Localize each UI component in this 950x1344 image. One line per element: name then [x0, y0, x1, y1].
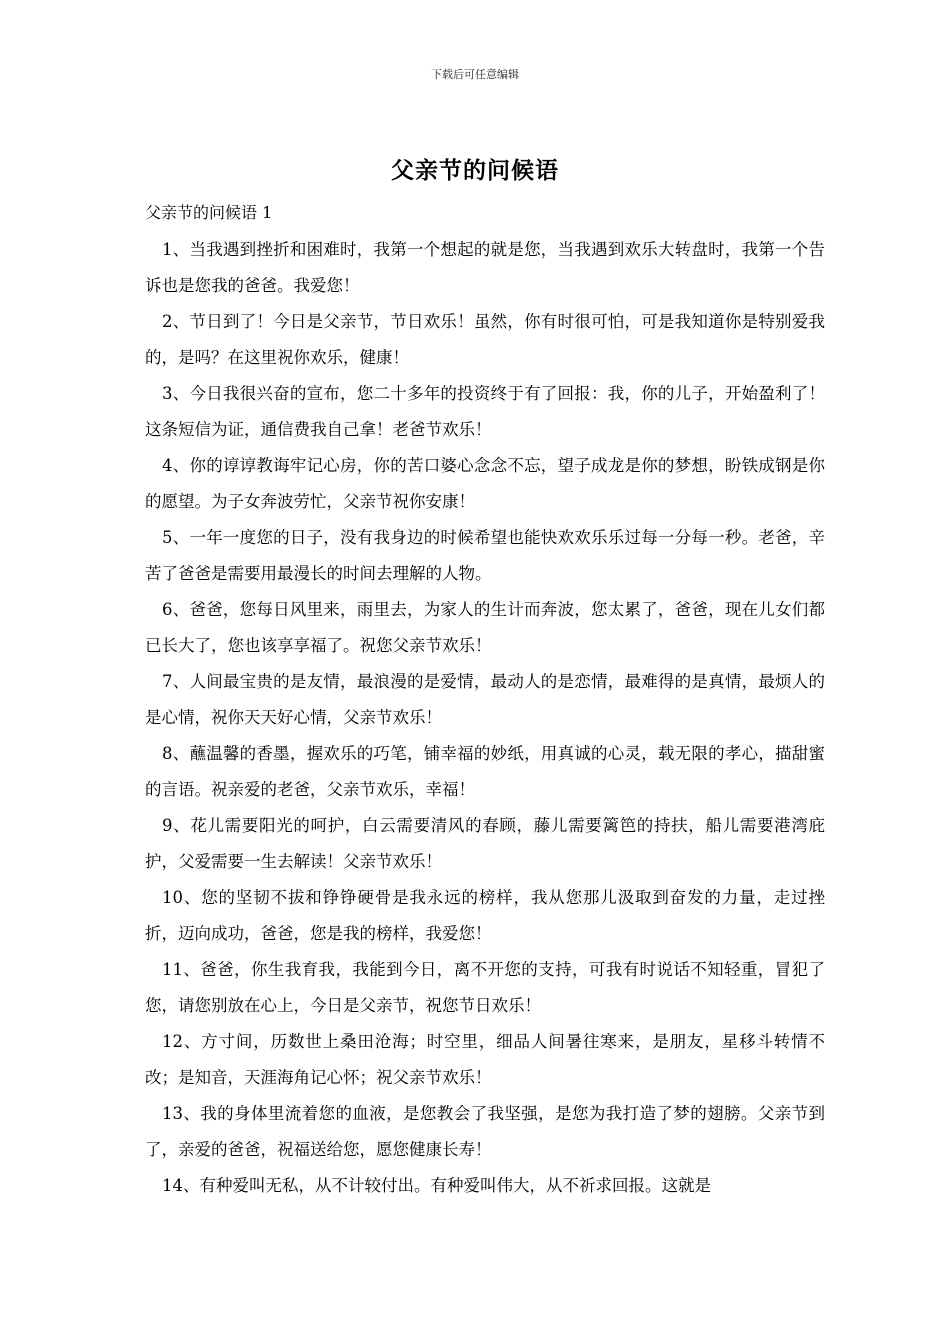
list-item: 9、花儿需要阳光的呵护，白云需要清风的春顾，藤儿需要篱笆的持扶，船儿需要港湾庇护，父爱需要一生去解读！父亲节欢乐！	[145, 816, 825, 871]
list-item: 13、我的身体里流着您的血液，是您教会了我坚强，是您为我打造了梦的翅膀。父亲节到了，亲爱的爸爸，祝福送给您，愿您健康长寿！	[145, 1104, 825, 1159]
header-note: 下载后可任意编辑	[431, 68, 519, 81]
page-title: 父亲节的问候语	[391, 157, 559, 184]
list-item: 8、蘸温馨的香墨，握欢乐的巧笔，铺幸福的妙纸，用真诚的心灵，载无限的孝心，描甜蜜的言语。祝亲爱的老爸，父亲节欢乐，幸福！	[145, 744, 825, 799]
list-item: 4、你的谆谆教诲牢记心房，你的苦口婆心念念不忘，望子成龙是你的梦想，盼铁成钢是你的愿望。为子女奔波劳忙，父亲节祝你安康！	[145, 456, 825, 511]
list-item: 14、有种爱叫无私，从不计较付出。有种爱叫伟大，从不祈求回报。这就是	[162, 1176, 711, 1195]
section-subtitle: 父亲节的问候语 1	[145, 203, 273, 222]
list-item: 2、节日到了！今日是父亲节，节日欢乐！虽然，你有时很可怕，可是我知道你是特别爱我的，是吗？在这里祝你欢乐，健康！	[145, 312, 825, 367]
list-item: 12、方寸间，历数世上桑田沧海；时空里，细品人间暑往寒来，是朋友，星移斗转情不改；是知音，天涯海角记心怀；祝父亲节欢乐！	[145, 1032, 825, 1087]
list-item: 5、一年一度您的日子，没有我身边的时候希望也能快欢欢乐乐过每一分每一秒。老爸，辛苦了爸爸是需要用最漫长的时间去理解的人物。	[145, 528, 825, 583]
list-item: 6、爸爸，您每日风里来，雨里去，为家人的生计而奔波，您太累了，爸爸，现在儿女们都已长大了，您也该享享福了。祝您父亲节欢乐！	[145, 600, 825, 655]
list-item: 11、爸爸，你生我育我，我能到今日，离不开您的支持，可我有时说话不知轻重，冒犯了您，请您别放在心上，今日是父亲节，祝您节日欢乐！	[145, 960, 825, 1015]
list-item: 1、当我遇到挫折和困难时，我第一个想起的就是您，当我遇到欢乐大转盘时，我第一个告诉也是您我的爸爸。我爱您！	[145, 240, 825, 295]
greeting-list	[145, 232, 825, 1204]
list-item: 10、您的坚韧不拔和铮铮硬骨是我永远的榜样，我从您那儿汲取到奋发的力量，走过挫折，迈向成功，爸爸，您是我的榜样，我爱您！	[145, 888, 825, 943]
list-item: 7、人间最宝贵的是友情，最浪漫的是爱情，最动人的是恋情，最难得的是真情，最烦人的是心情，祝你天天好心情，父亲节欢乐！	[145, 672, 825, 727]
list-item: 3、今日我很兴奋的宣布，您二十多年的投资终于有了回报：我，你的儿子，开始盈利了！这条短信为证，通信费我自己拿！老爸节欢乐！	[145, 384, 825, 439]
